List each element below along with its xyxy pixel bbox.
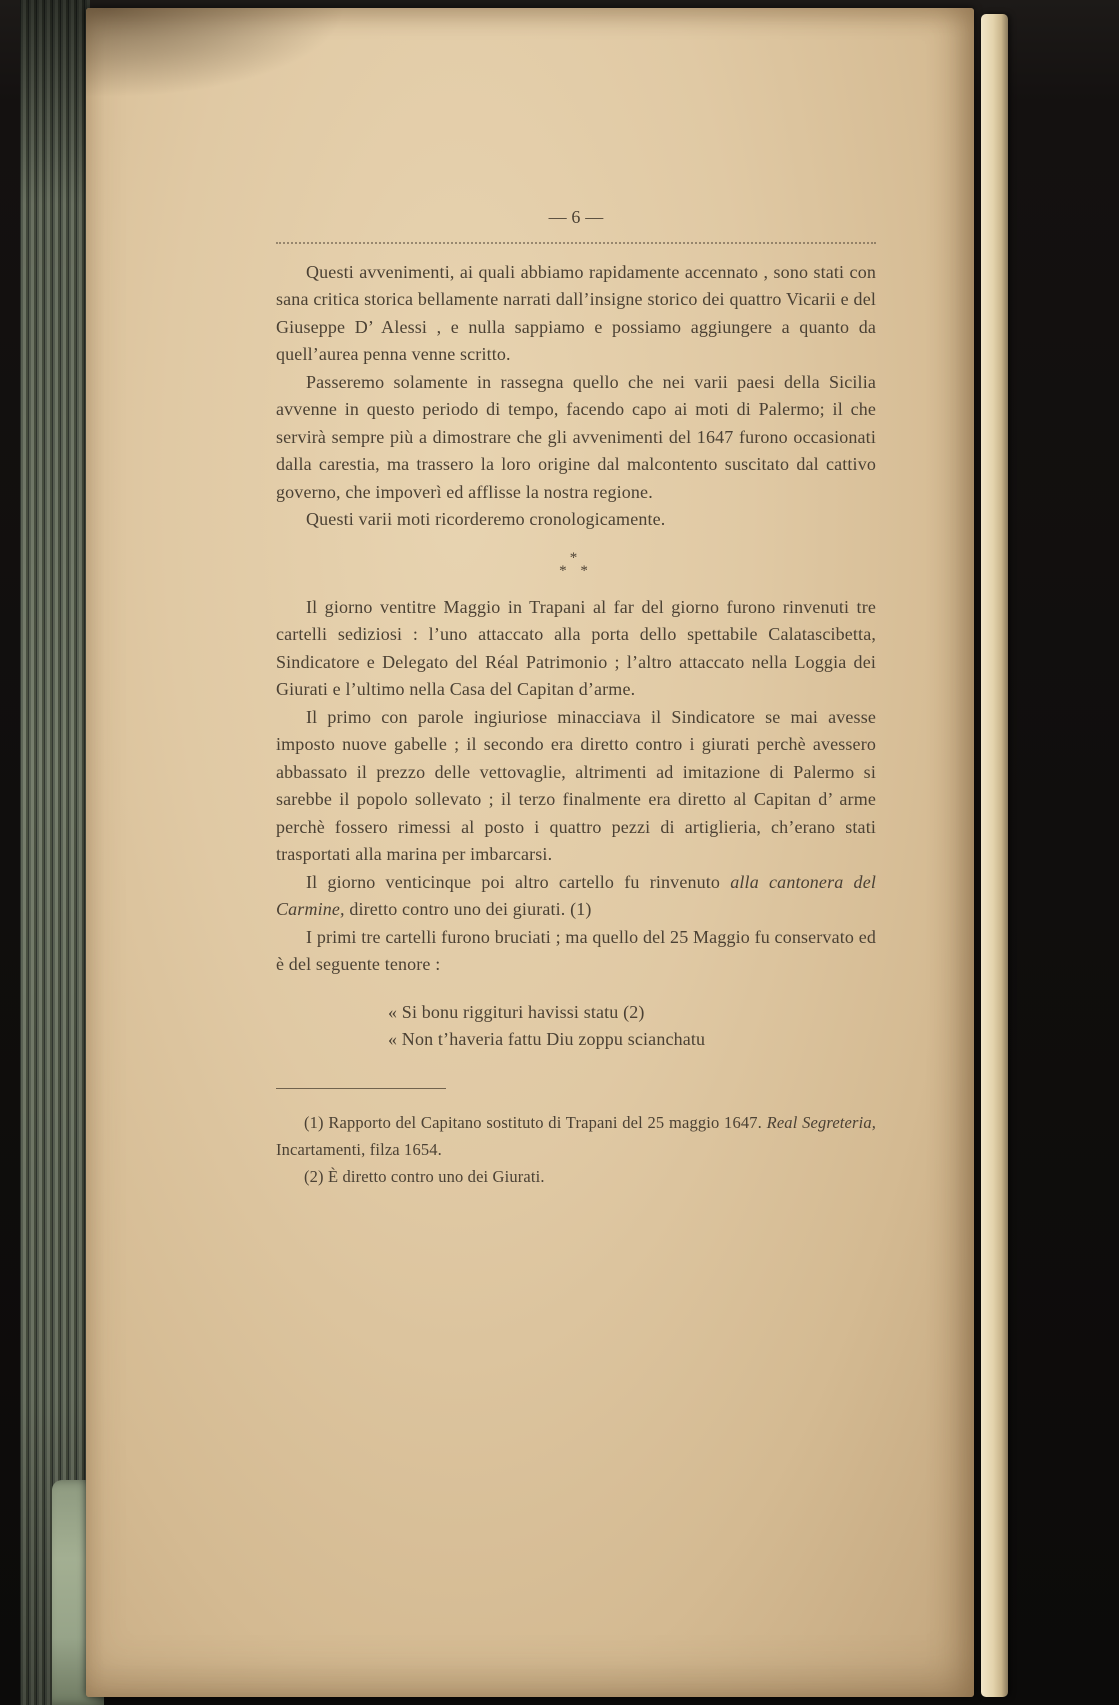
paragraph-1: Questi avvenimenti, ai quali abbiamo rapidamente accennato , sono stati con sana critica storica bellamente narrati dall’insigne storico dei quattro Vicarii e del Giuseppe D’ Alessi , e nulla sappiamo e possiamo aggiungere a quanto da quell’aurea penna venne scritto.	[276, 261, 876, 364]
paragraph-6-italic: alla cantonera del Carmine,	[276, 871, 876, 919]
footnote-1	[276, 1109, 876, 1163]
verse-line-2: « Non t’haveria fattu Diu zoppu scianchatu	[388, 1029, 706, 1049]
paragraph-6-text-end: diretto contro uno dei giurati. (1)	[344, 899, 592, 919]
paragraph-6-text: Il giorno venticinque poi altro cartello fu rinvenuto	[306, 871, 731, 892]
page-number: — 6 —	[548, 207, 604, 227]
verse-line-1: « Si bonu riggituri havissi statu (2)	[388, 1001, 645, 1022]
footnote-1-text: (1) Rapporto del Capitano sostituto di Trapani del 25 maggio 1647.	[304, 1112, 767, 1132]
paragraph-3: Questi varii moti ricorderemo cronologicamente.	[306, 509, 666, 529]
paragraph-2: Passeremo solamente in rassegna quello che nei varii paesi della Sicilia avvenne in questo periodo di tempo, facendo capo ai moti di Palermo; il che servirà sempre più a dimostrare che gli avvenimenti del 1647 furono occasionati dalla carestia, ma trassero la loro origine dal malcontento suscitato dal cattivo governo, che impoverì ed afflisse la nostra regione.	[276, 371, 876, 502]
verse-quote	[388, 999, 876, 1054]
adjacent-page-edge	[981, 14, 1008, 1697]
paragraph-5: Il primo con parole ingiuriose minacciava il Sindicatore se mai avesse imposto nuove gabelle ; il secondo era diretto contro i giurati perchè avessero abbassato il prezzo delle vettovaglie, altrimenti ad imitazione di Palermo si sarebbe il popolo sollevato ; il terzo finalmente era diretto al Capitan d’ arme perchè fossero rimessi al posto i quattro pezzi di artiglieria, ch’erano stati trasportati alla marina per imbarcarsi.	[276, 706, 876, 864]
footnote-rule	[276, 1088, 446, 1089]
page-content	[276, 8, 876, 1190]
paragraph-7: I primi tre cartelli furono bruciati ; ma quello del 25 Maggio fu conservato ed è del seguente tenore :	[276, 926, 876, 974]
footnote-2: (2) È diretto contro uno dei Giurati.	[304, 1166, 545, 1186]
header-dotted-rule	[276, 242, 876, 244]
paragraph-4: Il giorno ventitre Maggio in Trapani al far del giorno furono rinvenuti tre cartelli sediziosi : l’uno attaccato alla porta dello spettabile Calatascibetta, Sindicatore e Delegato del Réal Patrimonio ; l’altro attaccato nella Loggia dei Giurati e l’ultimo nella Casa del Capitan d’arme.	[276, 596, 876, 699]
book-page	[86, 8, 974, 1697]
book-left-page-edges	[20, 0, 90, 1705]
asterism-top: *	[569, 549, 583, 566]
paragraph-6	[276, 869, 876, 924]
asterism-separator	[276, 549, 876, 579]
footnote-1-text-end: Incartamenti, filza 1654.	[276, 1139, 442, 1159]
footnote-1-italic: Real Segreteria,	[766, 1112, 876, 1132]
asterism-bottom: * *	[559, 562, 593, 579]
